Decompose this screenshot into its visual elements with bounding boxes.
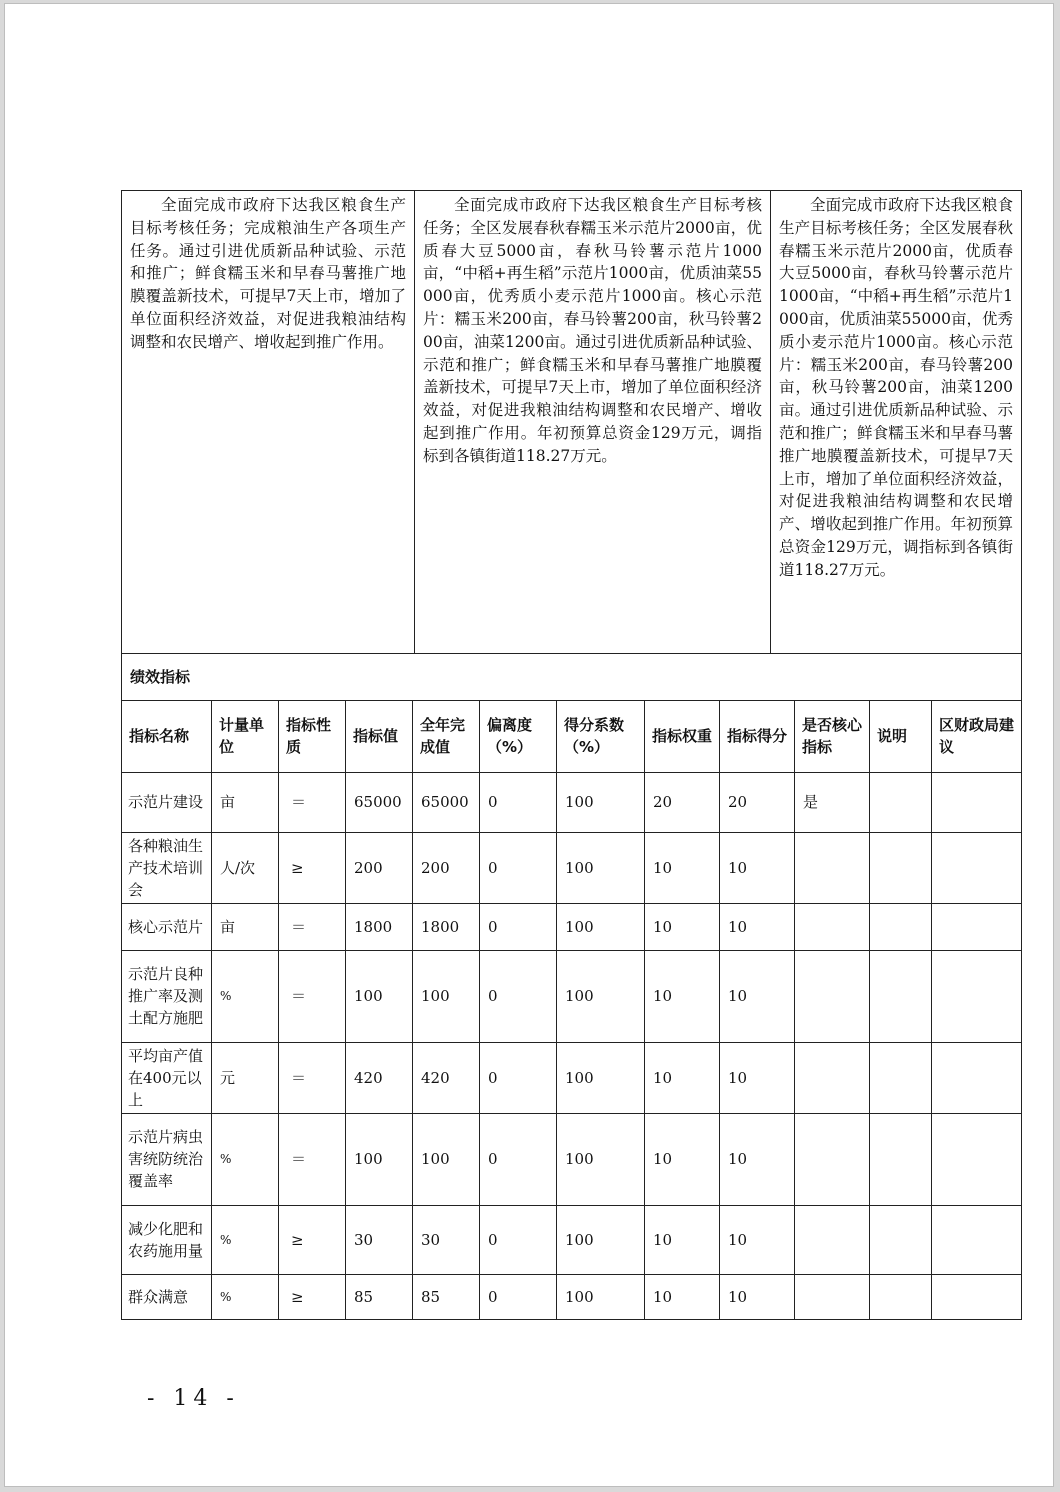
cell-nature: ＝ [279,903,346,950]
cell-name: 示范片良种推广率及测土配方施肥 [122,950,212,1042]
cell-nature: ＝ [279,772,346,832]
cell-note [870,903,932,950]
cell-actual: 65000 [413,772,480,832]
cell-nature: ≥ [279,1274,346,1319]
cell-weight: 10 [645,903,720,950]
goals-table [121,190,1022,654]
cell-unit: % [212,1113,279,1205]
table-row [122,903,1022,950]
table-row [122,1042,1022,1113]
cell-coef: 100 [557,950,645,1042]
cell-name: 群众满意 [122,1274,212,1319]
cell-note [870,772,932,832]
cell-weight: 10 [645,832,720,903]
table-row [122,772,1022,832]
cell-deviation: 0 [480,1274,557,1319]
cell-score: 10 [720,1113,795,1205]
cell-note [870,950,932,1042]
cell-deviation: 0 [480,1042,557,1113]
page-number: - 14 - [147,1386,240,1411]
cell-value: 30 [346,1205,413,1274]
cell-actual: 100 [413,950,480,1042]
header-actual: 全年完成值 [413,700,480,772]
cell-score: 10 [720,1274,795,1319]
cell-weight: 10 [645,1042,720,1113]
cell-score: 20 [720,772,795,832]
header-nature: 指标性质 [279,700,346,772]
cell-core [795,1274,870,1319]
goal-text-col3: 全面完成市政府下达我区粮食生产目标考核任务；全区发展春秋春糯玉米示范片2000亩，优质春大豆5000亩，春秋马铃薯示范片1000亩，“中稻+再生稻”示范片1000亩，优质油菜55000亩，优秀质小麦示范片1000亩。核心示范片：糯玉米200亩，春马铃薯200亩，秋马铃薯200亩，油菜1200亩。通过引进优质新品种试验、示范和推广；鲜食糯玉米和早春马薯推广地膜覆盖新技术，可提早7天上市，增加了单位面积经济效益，对促进我粮油结构调整和农民增产、增收起到推广作用。年初预算总资金129万元，调指标到各镇街道118.27万元。 [771,191,1022,654]
cell-coef: 100 [557,1274,645,1319]
cell-actual: 420 [413,1042,480,1113]
cell-name: 示范片建设 [122,772,212,832]
header-name: 指标名称 [122,700,212,772]
cell-actual: 85 [413,1274,480,1319]
cell-actual: 100 [413,1113,480,1205]
table-row [122,1274,1022,1319]
cell-note [870,1042,932,1113]
table-row [122,950,1022,1042]
header-advice: 区财政局建议 [932,700,1022,772]
table-row [122,1113,1022,1205]
cell-note [870,832,932,903]
cell-note [870,1274,932,1319]
cell-note [870,1113,932,1205]
cell-advice [932,1113,1022,1205]
cell-core [795,950,870,1042]
cell-deviation: 0 [480,1113,557,1205]
goal-text-col1: 全面完成市政府下达我区粮食生产目标考核任务；完成粮油生产各项生产任务。通过引进优质新品种试验、示范和推广；鲜食糯玉米和早春马薯推广地膜覆盖新技术，可提早7天上市，增加了单位面积经济效益，对促进我粮油结构调整和农民增产、增收起到推广作用。 [122,191,415,654]
cell-weight: 10 [645,1113,720,1205]
header-weight: 指标权重 [645,700,720,772]
cell-weight: 10 [645,1205,720,1274]
cell-core [795,832,870,903]
cell-nature: ＝ [279,1042,346,1113]
cell-core [795,1113,870,1205]
cell-advice [932,950,1022,1042]
cell-value: 420 [346,1042,413,1113]
cell-weight: 10 [645,950,720,1042]
cell-core [795,1042,870,1113]
cell-unit: 亩 [212,903,279,950]
cell-actual: 30 [413,1205,480,1274]
cell-coef: 100 [557,1113,645,1205]
cell-core [795,1205,870,1274]
header-deviation: 偏离度（%） [480,700,557,772]
goals-row [122,191,1022,654]
cell-core: 是 [795,772,870,832]
cell-name: 减少化肥和农药施用量 [122,1205,212,1274]
cell-nature: ＝ [279,950,346,1042]
cell-score: 10 [720,950,795,1042]
table-row [122,1205,1022,1274]
cell-name: 核心示范片 [122,903,212,950]
cell-deviation: 0 [480,772,557,832]
cell-weight: 20 [645,772,720,832]
section-title: 绩效指标 [122,654,1022,700]
header-row [122,700,1022,772]
cell-advice [932,1042,1022,1113]
cell-actual: 200 [413,832,480,903]
cell-coef: 100 [557,1042,645,1113]
performance-sheet [121,190,1021,1320]
header-score: 指标得分 [720,700,795,772]
cell-coef: 100 [557,832,645,903]
cell-nature: ≥ [279,832,346,903]
document-page [4,3,1054,1487]
cell-value: 200 [346,832,413,903]
cell-value: 100 [346,1113,413,1205]
cell-advice [932,903,1022,950]
cell-advice [932,1205,1022,1274]
cell-coef: 100 [557,772,645,832]
header-coef: 得分系数（%） [557,700,645,772]
cell-nature: ＝ [279,1113,346,1205]
cell-unit: % [212,1205,279,1274]
cell-score: 10 [720,1205,795,1274]
metrics-table [121,654,1022,1320]
header-core: 是否核心指标 [795,700,870,772]
cell-unit: 人/次 [212,832,279,903]
cell-value: 1800 [346,903,413,950]
cell-nature: ≥ [279,1205,346,1274]
cell-advice [932,832,1022,903]
table-row [122,832,1022,903]
cell-score: 10 [720,903,795,950]
cell-score: 10 [720,1042,795,1113]
cell-name: 示范片病虫害统防统治覆盖率 [122,1113,212,1205]
cell-note [870,1205,932,1274]
cell-advice [932,772,1022,832]
cell-name: 各种粮油生产技术培训会 [122,832,212,903]
cell-value: 65000 [346,772,413,832]
cell-deviation: 0 [480,1205,557,1274]
cell-unit: 亩 [212,772,279,832]
cell-weight: 10 [645,1274,720,1319]
cell-value: 100 [346,950,413,1042]
cell-unit: % [212,1274,279,1319]
cell-unit: % [212,950,279,1042]
section-title-row [122,654,1022,700]
cell-value: 85 [346,1274,413,1319]
goal-text-col2: 全面完成市政府下达我区粮食生产目标考核任务；全区发展春秋春糯玉米示范片2000亩，优质春大豆5000亩，春秋马铃薯示范片1000亩，“中稻+再生稻”示范片1000亩，优质油菜55000亩，优秀质小麦示范片1000亩。核心示范片：糯玉米200亩，春马铃薯200亩，秋马铃薯200亩，油菜1200亩。通过引进优质新品种试验、示范和推广；鲜食糯玉米和早春马薯推广地膜覆盖新技术，可提早7天上市，增加了单位面积经济效益，对促进我粮油结构调整和农民增产、增收起到推广作用。年初预算总资金129万元，调指标到各镇街道118.27万元。 [415,191,771,654]
cell-name: 平均亩产值在400元以上 [122,1042,212,1113]
cell-deviation: 0 [480,950,557,1042]
cell-core [795,903,870,950]
cell-advice [932,1274,1022,1319]
cell-coef: 100 [557,1205,645,1274]
header-value: 指标值 [346,700,413,772]
header-note: 说明 [870,700,932,772]
cell-score: 10 [720,832,795,903]
cell-coef: 100 [557,903,645,950]
header-unit: 计量单位 [212,700,279,772]
cell-unit: 元 [212,1042,279,1113]
cell-deviation: 0 [480,832,557,903]
cell-actual: 1800 [413,903,480,950]
cell-deviation: 0 [480,903,557,950]
